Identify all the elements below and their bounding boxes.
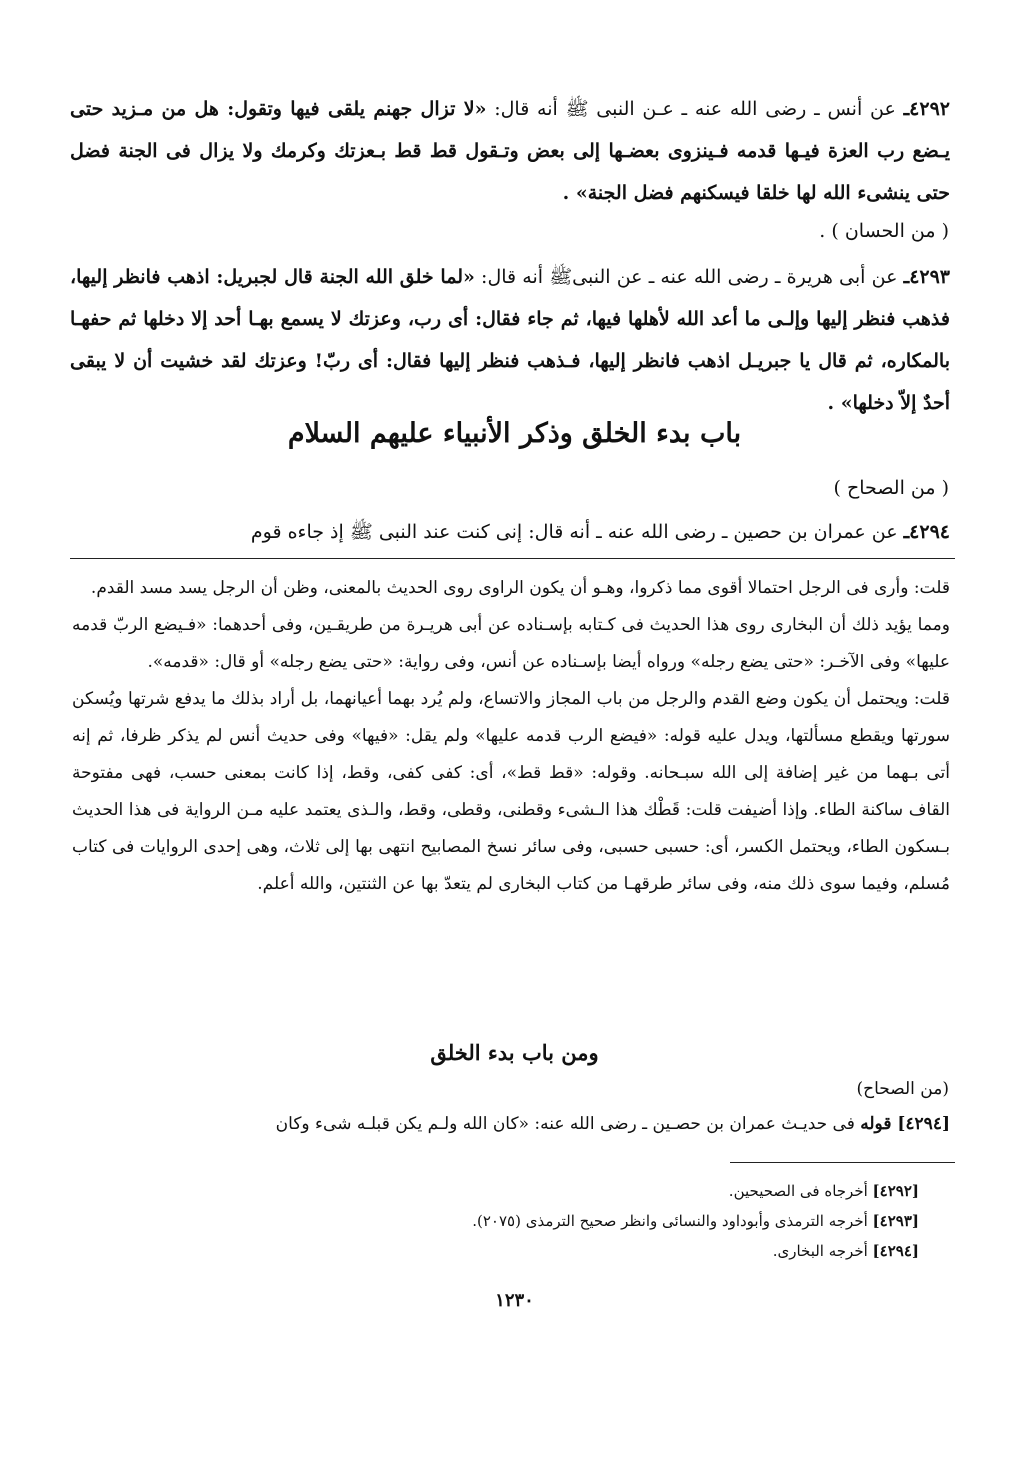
separator-rule xyxy=(70,558,955,559)
hadith-number: ٤٢٩٢ـ xyxy=(903,98,950,120)
hadith-isnad: عن أبى هريرة ـ رضى الله عنه ـ عن النبىﷺ أنه قال: xyxy=(474,266,904,288)
footnote-text: أخرجاه فى الصحيحين. xyxy=(728,1182,873,1200)
hadith-isnad: عن أنس ـ رضى الله عنه ـ عـن النبى ﷺ أنه قال: xyxy=(486,98,904,120)
grade-hasan: ( من الحسان ) . xyxy=(819,220,949,242)
commentary xyxy=(72,570,950,903)
commentary-number: [٤٢٩٤] xyxy=(897,1114,950,1134)
footnote-text: أخرجه الترمذى وأبوداود والنسائى وانظر صحيح الترمذى (٢٠٧٥). xyxy=(472,1212,873,1230)
footnote-rule xyxy=(730,1162,955,1163)
page-number: ١٢٣٠ xyxy=(495,1290,534,1311)
hadith-number: ٤٢٩٣ـ xyxy=(903,266,951,288)
hadith-matn: «لا تزال جهنم يلقى فيها وتقول: هل من مـزيد حتى يـضع رب العزة فيـها قدمه فـينزوى بعضـها إلى بعض وتـقول قط قط بـعزتك وكرمك ولا يزال فى الجنة فضل حتى ينشىء الله لها خلقا فيسكنهم فضل الجنة» . xyxy=(70,98,950,204)
commentary-paragraph: ومما يؤيد ذلك أن البخارى روى هذا الحديث فى كـتابه بإسـناده عن أبى هريـرة من طريقـين، وفى أحدهما: «فـيضع الربّ قدمه عليها» وفى الآخـر: «حتى يضع رجله» ورواه أيضا بإسـناده عن أنس، وفى رواية: «حتى يضع رجله» أو قال: «قدمه». xyxy=(72,615,950,672)
footnote-number: [٤٢٩٤] xyxy=(872,1242,919,1260)
hadith-matn: «لما خلق الله الجنة قال لجبريل: اذهب فانظر إليها، فذهب فنظر إليها وإلـى ما أعد الله لأهلها فيها، ثم جاء فقال: أى رب، وعزتك لا يسمع بهـا أحد إلا دخلها ثم حفهـا بالمكاره، ثم قال يا جبريـل اذهب فانظر إليها، فـذهب فنظر إليها فقال: أى ربّ! وعزتك لقد خشيت أن لا يبقى أحدٌ إلاّ دخلها» . xyxy=(70,266,950,414)
grade-sahih: ( من الصحاح ) xyxy=(833,477,949,499)
hadith-4292 xyxy=(70,88,950,214)
chapter-title: باب بدء الخلق وذكر الأنبياء عليهم السلام xyxy=(287,418,742,449)
sub-chapter-title: ومن باب بدء الخلق xyxy=(430,1040,599,1065)
commentary-paragraph: قلت: ويحتمل أن يكون وضع القدم والرجل من باب المجاز والاتساع، ولم يُرد بهما أعيانهما، بل أراد بذلك ما يدفع شرتها ويُسكن سورتها ويقطع مسألتها، ويدل عليه قوله: «فيضع الرب قدمه عليها» ولم يقل: «فيها» وفى حديث أنس لم يذكر ظرفا، ثم إنه أتى بـهما من غير إضافة إلى الله سبـحانه. وقوله: «قط قط»، أى: كفى كفى، وقط، إذا كانت بمعنى حسب، فهى مفتوحة القاف ساكنة الطاء. وإذا أضيفت قلت: قَطْك هذا الـشىء وقطنى، وقطى، وقط، والـذى يعتمد عليه مـن الرواية فى هذا الحديث بـسكون الطاء، ويحتمل الكسر، أى: حسبى حسبى، وفى سائر نسخ المصابيح انتهى بها إلى ثلاث، وهى إحدى الروايات فى كتاب مُسلم، وفيما سوى ذلك منه، وفى سائر طرقهـا من كتاب البخارى لم يتعدّ بها عن الثنتين، والله أعلم. xyxy=(72,689,951,894)
commentary-text: فى حديـث عمران بن حصـين ـ رضى الله عنه: «كان الله ولـم يكن قبلـه شىء وكان xyxy=(275,1114,861,1134)
commentary-4294 xyxy=(70,1106,950,1143)
footnote-number: [٤٢٩٢] xyxy=(872,1182,919,1200)
footnote xyxy=(472,1206,919,1236)
commentary-lead: قوله xyxy=(860,1114,898,1134)
footnote xyxy=(729,1176,919,1206)
hadith-4293 xyxy=(70,256,950,424)
footnote-text: أخرجه البخارى. xyxy=(772,1242,873,1260)
grade-sahih-2: (من الصحاح) xyxy=(856,1079,949,1099)
hadith-4294 xyxy=(70,514,950,550)
commentary-paragraph: قلت: وأرى فى الرجل احتمالا أقوى مما ذكروا، وهـو أن يكون الراوى روى الحديث بالمعنى، وظن أن الرجل يسد مسد القدم. xyxy=(90,578,950,598)
hadith-text: عن عمران بن حصين ـ رضى الله عنه ـ أنه قال: إنى كنت عند النبى ﷺ إذ جاءه قوم xyxy=(250,521,904,543)
footnote xyxy=(773,1236,919,1266)
footnote-number: [٤٢٩٣] xyxy=(872,1212,919,1230)
hadith-number: ٤٢٩٤ـ xyxy=(903,521,950,543)
